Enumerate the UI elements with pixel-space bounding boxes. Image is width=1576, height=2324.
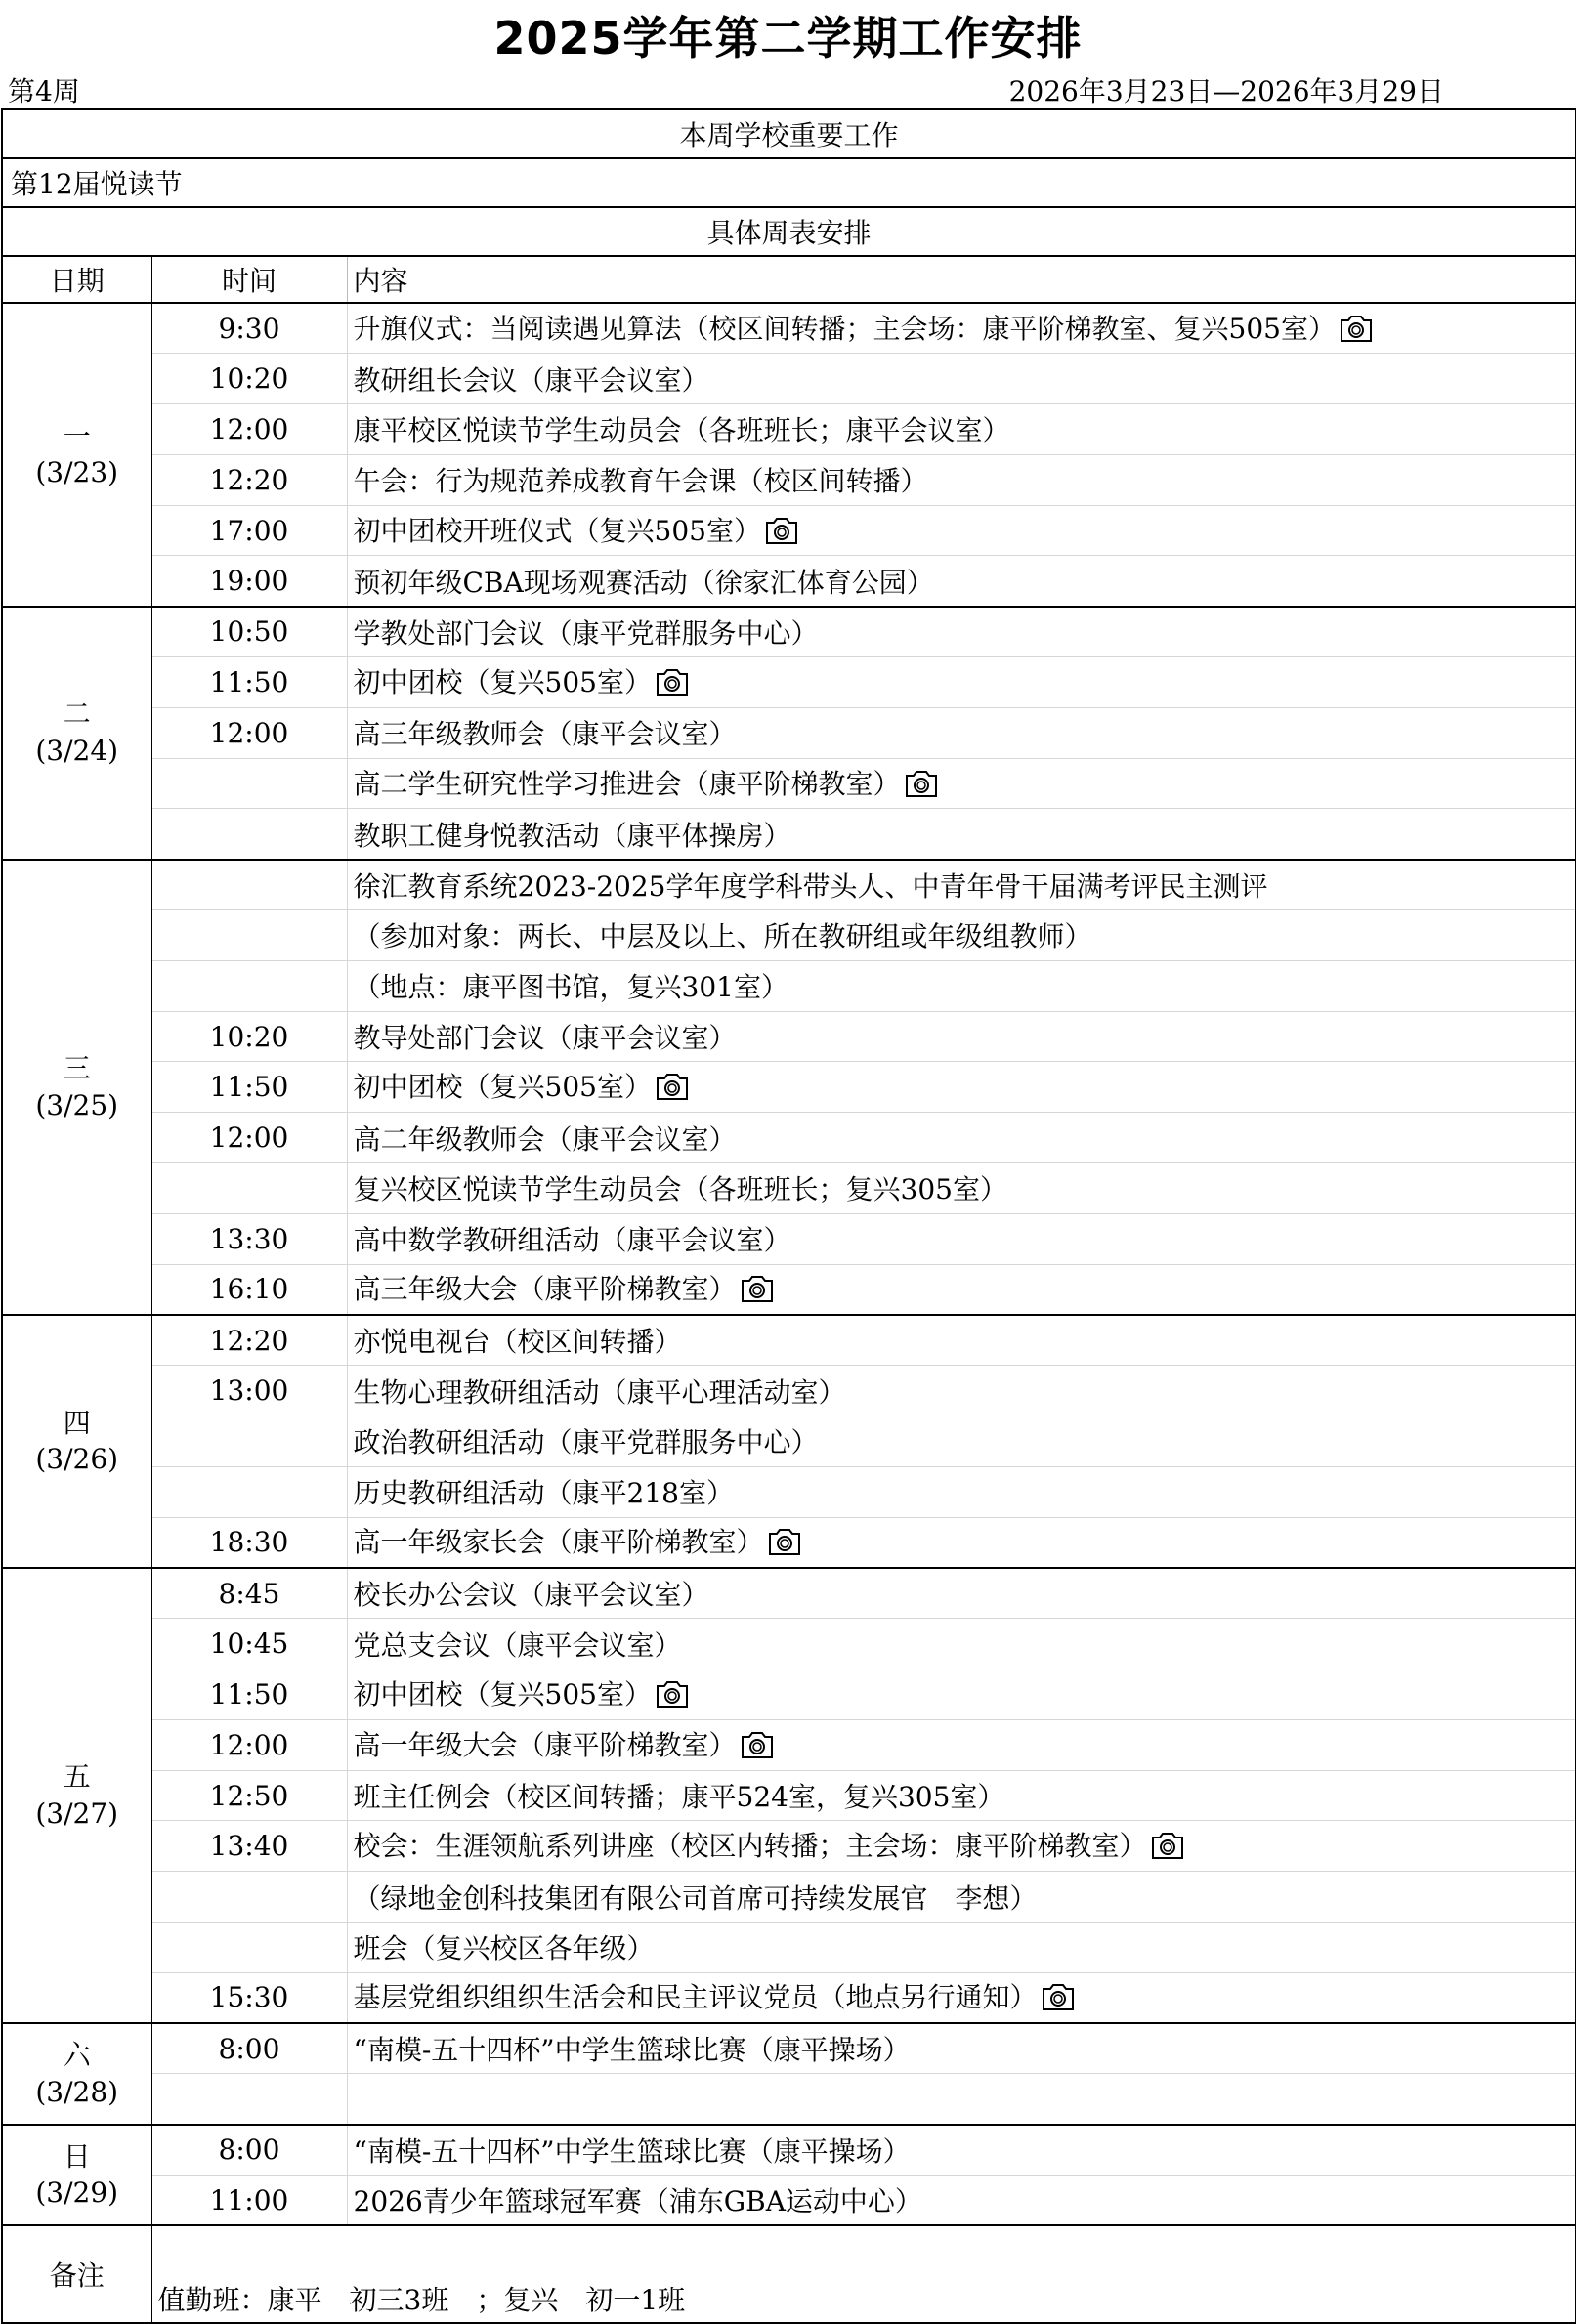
event-time: 13:30	[151, 1213, 347, 1264]
schedule-row	[2, 1366, 1576, 1416]
day-name: 日	[63, 2139, 91, 2173]
event-text: 教职工健身悦教活动（康平体操房）	[353, 819, 791, 852]
event-text: 初中团校（复兴505室）	[353, 1677, 652, 1711]
event-time: 8:00	[151, 2125, 347, 2176]
event-content	[347, 1062, 1576, 1113]
event-time: 12:00	[151, 404, 347, 455]
event-content	[347, 1619, 1576, 1669]
camera-icon	[741, 1274, 774, 1310]
schedule-row	[2, 860, 1576, 910]
day-name: 三	[63, 1052, 91, 1085]
event-content	[347, 657, 1576, 708]
event-text: 校会：生涯领航系列讲座（校区内转播；主会场：康平阶梯教室）	[353, 1830, 1147, 1863]
schedule-row	[2, 607, 1576, 657]
schedule-row	[2, 1770, 1576, 1821]
event-time: 17:00	[151, 505, 347, 556]
event-text: 亦悦电视台（校区间转播）	[353, 1326, 682, 1359]
page-title: 2025学年第二学期工作安排	[493, 12, 1083, 64]
event-time: 11:50	[151, 1062, 347, 1113]
day-date: (3/23)	[35, 456, 119, 489]
event-time	[151, 1416, 347, 1467]
day-date: (3/29)	[35, 2176, 119, 2210]
schedule-row	[2, 505, 1576, 556]
schedule-row	[2, 1466, 1576, 1517]
schedule-row	[2, 1416, 1576, 1467]
camera-icon	[656, 667, 689, 703]
event-time: 16:10	[151, 1264, 347, 1315]
event-time	[151, 1923, 347, 1973]
event-content	[347, 1163, 1576, 1214]
event-text: 高中数学教研组活动（康平会议室）	[353, 1224, 791, 1257]
day-name: 六	[63, 2039, 91, 2072]
event-text: “南模-五十四杯”中学生篮球比赛（康平操场）	[353, 2134, 911, 2168]
event-text: 学教处部门会议（康平党群服务中心）	[353, 616, 819, 650]
schedule-row	[2, 454, 1576, 505]
camera-icon	[1340, 314, 1373, 350]
event-time	[151, 1872, 347, 1923]
event-text: 基层党组织组织生活会和民主评议党员（地点另行通知）	[353, 1981, 1038, 2014]
event-content	[347, 404, 1576, 455]
event-text: 高三年级教师会（康平会议室）	[353, 718, 737, 751]
camera-icon	[741, 1730, 774, 1766]
day-date: (3/27)	[35, 1797, 119, 1830]
day-name: 五	[63, 1760, 91, 1794]
event-time: 10:20	[151, 1011, 347, 1062]
event-content	[347, 1366, 1576, 1416]
schedule-row	[2, 404, 1576, 455]
event-time	[151, 1466, 347, 1517]
event-time: 12:20	[151, 454, 347, 505]
event-content	[347, 1872, 1576, 1923]
event-content	[347, 758, 1576, 809]
schedule-row	[2, 2074, 1576, 2125]
schedule-row	[2, 2125, 1576, 2176]
event-content	[347, 607, 1576, 657]
event-content	[347, 354, 1576, 404]
event-text: 初中团校开班仪式（复兴505室）	[353, 514, 761, 547]
column-header-row	[2, 256, 1576, 303]
event-content	[347, 1821, 1576, 1872]
column-header-time: 时间	[151, 256, 347, 303]
event-time	[151, 910, 347, 961]
schedule-row	[2, 303, 1576, 354]
event-content	[347, 1719, 1576, 1770]
notes-label: 备注	[2, 2225, 151, 2323]
day-date: (3/24)	[35, 735, 119, 768]
event-time: 11:00	[151, 2175, 347, 2225]
event-content	[347, 1923, 1576, 1973]
camera-icon	[765, 516, 798, 552]
event-time	[151, 860, 347, 910]
event-text: 初中团校（复兴505室）	[353, 665, 652, 698]
schedule-row	[2, 1517, 1576, 1568]
event-time	[151, 1163, 347, 1214]
event-text: （地点：康平图书馆，复兴301室）	[353, 971, 788, 1004]
event-time: 13:00	[151, 1366, 347, 1416]
event-time: 15:30	[151, 1972, 347, 2023]
notes-text: 值勤班：康平 初三3班 ；复兴 初一1班	[151, 2225, 1576, 2323]
important-work-item: 第12届悦读节	[2, 158, 1576, 207]
event-text: 高二年级教师会（康平会议室）	[353, 1122, 737, 1156]
schedule-row	[2, 1669, 1576, 1720]
event-text: 历史教研组活动（康平218室）	[353, 1477, 734, 1510]
day-cell	[2, 1568, 151, 2023]
event-text: 政治教研组活动（康平党群服务中心）	[353, 1426, 819, 1459]
event-text: 初中团校（复兴505室）	[353, 1071, 652, 1104]
day-cell	[2, 607, 151, 860]
schedule-row	[2, 1062, 1576, 1113]
event-content	[347, 1972, 1576, 2023]
schedule-row	[2, 1315, 1576, 1366]
event-content	[347, 2175, 1576, 2225]
day-name: 二	[63, 697, 91, 731]
schedule-row	[2, 1619, 1576, 1669]
event-time: 11:50	[151, 1669, 347, 1720]
event-time: 12:00	[151, 1113, 347, 1163]
event-time: 10:20	[151, 354, 347, 404]
notes-row	[2, 2225, 1576, 2323]
event-time: 12:00	[151, 1719, 347, 1770]
schedule-row	[2, 1821, 1576, 1872]
event-content	[347, 1568, 1576, 1619]
event-time: 13:40	[151, 1821, 347, 1872]
event-content	[347, 303, 1576, 354]
event-content	[347, 1466, 1576, 1517]
event-content	[347, 1669, 1576, 1720]
event-text: 康平校区悦读节学生动员会（各班班长；康平会议室）	[353, 414, 1010, 447]
event-time: 18:30	[151, 1517, 347, 1568]
schedule-row	[2, 1568, 1576, 1619]
event-text: 高三年级大会（康平阶梯教室）	[353, 1273, 737, 1306]
event-time: 12:50	[151, 1770, 347, 1821]
camera-icon	[768, 1527, 801, 1563]
event-content	[347, 1213, 1576, 1264]
event-content	[347, 910, 1576, 961]
event-time: 11:50	[151, 657, 347, 708]
event-text: 预初年级CBA现场观赛活动（徐家汇体育公园）	[353, 566, 934, 599]
day-cell	[2, 2023, 151, 2125]
event-time	[151, 960, 347, 1011]
event-content	[347, 1264, 1576, 1315]
day-name: 四	[63, 1406, 91, 1439]
schedule-row	[2, 960, 1576, 1011]
event-time	[151, 758, 347, 809]
event-time: 9:30	[151, 303, 347, 354]
event-text: 高二学生研究性学习推进会（康平阶梯教室）	[353, 767, 901, 800]
event-text: 班会（复兴校区各年级）	[353, 1932, 655, 1965]
schedule-row	[2, 2023, 1576, 2074]
schedule-row	[2, 758, 1576, 809]
event-text: 2026青少年篮球冠军赛（浦东GBA运动中心）	[353, 2185, 922, 2218]
event-text: 高一年级大会（康平阶梯教室）	[353, 1728, 737, 1761]
schedule-row	[2, 1923, 1576, 1973]
schedule-row	[2, 1264, 1576, 1315]
day-cell	[2, 1315, 151, 1568]
event-content	[347, 860, 1576, 910]
schedule-row	[2, 1719, 1576, 1770]
schedule-table	[1, 108, 1576, 2324]
day-date: (3/26)	[35, 1443, 119, 1476]
event-content	[347, 1517, 1576, 1568]
schedule-row	[2, 1113, 1576, 1163]
event-content	[347, 809, 1576, 860]
event-content	[347, 454, 1576, 505]
event-time: 12:20	[151, 1315, 347, 1366]
event-text: 生物心理教研组活动（康平心理活动室）	[353, 1375, 846, 1409]
event-time	[151, 809, 347, 860]
day-cell	[2, 303, 151, 607]
event-text: 校长办公会议（康平会议室）	[353, 1579, 709, 1612]
schedule-row	[2, 1872, 1576, 1923]
event-content	[347, 1416, 1576, 1467]
camera-icon	[656, 1679, 689, 1715]
event-text: 党总支会议（康平会议室）	[353, 1628, 682, 1662]
event-text: 班主任例会（校区间转播；康平524室，复兴305室）	[353, 1781, 1005, 1813]
event-text: 教导处部门会议（康平会议室）	[353, 1022, 737, 1055]
event-time: 8:00	[151, 2023, 347, 2074]
event-text: “南模-五十四杯”中学生篮球比赛（康平操场）	[353, 2034, 911, 2067]
event-content	[347, 1315, 1576, 1366]
event-content	[347, 707, 1576, 758]
day-name: 一	[63, 419, 91, 452]
camera-icon	[1042, 1982, 1075, 2018]
event-content	[347, 1113, 1576, 1163]
schedule-row	[2, 354, 1576, 404]
camera-icon	[905, 769, 938, 805]
day-date: (3/25)	[35, 1088, 119, 1121]
date-range: 2026年3月23日—2026年3月29日	[1008, 75, 1444, 107]
column-header-content: 内容	[347, 256, 1576, 303]
event-time: 12:00	[151, 707, 347, 758]
schedule-row	[2, 1213, 1576, 1264]
schedule-row	[2, 910, 1576, 961]
column-header-date: 日期	[2, 256, 151, 303]
camera-icon	[656, 1072, 689, 1108]
event-time: 19:00	[151, 556, 347, 607]
event-content	[347, 1770, 1576, 1821]
schedule-row	[2, 2175, 1576, 2225]
schedule-row	[2, 809, 1576, 860]
event-time: 10:50	[151, 607, 347, 657]
camera-icon	[1151, 1831, 1184, 1867]
schedule-row	[2, 556, 1576, 607]
week-number: 第4周	[8, 75, 80, 107]
event-content	[347, 556, 1576, 607]
day-date: (3/28)	[35, 2075, 119, 2108]
event-content	[347, 2125, 1576, 2176]
event-time: 10:45	[151, 1619, 347, 1669]
schedule-row	[2, 1972, 1576, 2023]
event-text: 高一年级家长会（康平阶梯教室）	[353, 1526, 764, 1559]
event-content	[347, 960, 1576, 1011]
event-content	[347, 2074, 1576, 2125]
event-text: （绿地金创科技集团有限公司首席可持续发展官 李想）	[353, 1881, 1038, 1915]
event-text: （参加对象：两长、中层及以上、所在教研组或年级组教师）	[353, 920, 1092, 953]
event-content	[347, 2023, 1576, 2074]
event-text: 教研组长会议（康平会议室）	[353, 363, 709, 397]
schedule-row	[2, 707, 1576, 758]
schedule-row	[2, 657, 1576, 708]
event-text: 复兴校区悦读节学生动员会（各班班长；复兴305室）	[353, 1173, 1007, 1206]
day-cell	[2, 2125, 151, 2226]
schedule-row	[2, 1011, 1576, 1062]
event-text: 徐汇教育系统2023-2025学年度学科带头人、中青年骨干届满考评民主测评	[353, 869, 1268, 903]
event-time: 8:45	[151, 1568, 347, 1619]
event-content	[347, 505, 1576, 556]
event-content	[347, 1011, 1576, 1062]
important-work-header: 本周学校重要工作	[2, 109, 1576, 158]
day-cell	[2, 860, 151, 1315]
schedule-row	[2, 1163, 1576, 1214]
event-text: 升旗仪式：当阅读遇见算法（校区间转播；主会场：康平阶梯教室、复兴505室）	[353, 312, 1336, 345]
event-text: 午会：行为规范养成教育午会课（校区间转播）	[353, 465, 928, 498]
schedule-header: 具体周表安排	[2, 207, 1576, 256]
event-time	[151, 2074, 347, 2125]
